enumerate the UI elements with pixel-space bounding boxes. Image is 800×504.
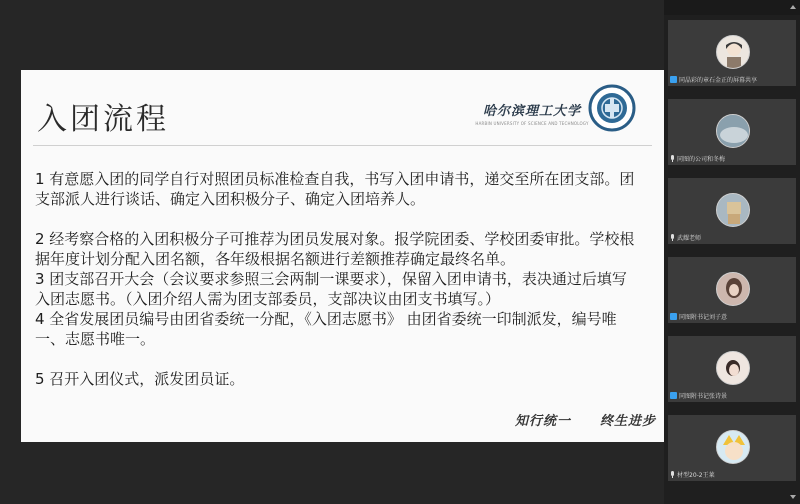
avatar (716, 272, 750, 306)
school-english-name: HARBIN UNIVERSITY OF SCIENCE AND TECHNOLOGY (475, 121, 589, 126)
step-5-text: 5 召开入团仪式，派发团员证。 (35, 370, 245, 388)
avatar (716, 430, 750, 464)
participant-label (670, 232, 794, 243)
avatar (716, 35, 750, 69)
participant-name: 同晶彩的章石金正的屏幕共享 (679, 77, 758, 84)
participant-name: 同图的公司和冬梅 (677, 156, 726, 163)
school-seal-icon (588, 84, 636, 132)
mic-icon (670, 155, 675, 162)
participant-type-icon (670, 313, 677, 320)
avatar (716, 193, 750, 227)
slide-body (35, 169, 641, 389)
mic-icon (670, 471, 675, 478)
screen-share-icon (670, 76, 677, 83)
participant-name: 材型20-2王莱 (677, 472, 715, 479)
participant-tile[interactable] (668, 178, 796, 244)
participant-tile[interactable] (668, 257, 796, 323)
participant-label (670, 74, 794, 85)
participant-label (670, 153, 794, 164)
motto-left: 知行统一 (515, 414, 572, 429)
participant-type-icon (670, 392, 677, 399)
avatar (716, 114, 750, 148)
title-divider (33, 145, 652, 146)
panel-top-bar (664, 0, 800, 15)
participant-name: 同图附书记张诗景 (679, 393, 728, 400)
scroll-down-icon[interactable] (789, 493, 797, 501)
step-4-text: 4 全省发展团员编号由团省委统一分配，《入团志愿书》 由团省委统一印制派发，编号唯一、志愿书唯一。 (35, 310, 617, 348)
presentation-slide (21, 70, 664, 442)
participant-panel[interactable] (664, 0, 800, 504)
participant-name: 同图附书记刘子意 (679, 314, 728, 321)
step-1-text: 1 有意愿入团的同学自行对照团员标准检查自我，书写入团申请书，递交至所在团支部。团支部派人进行谈话、确定入团积极分子、确定入团培养人。 (35, 170, 635, 208)
school-logo-text (472, 100, 592, 126)
participant-label (670, 311, 794, 322)
participant-tile[interactable] (668, 415, 796, 481)
participant-tile[interactable] (668, 336, 796, 402)
participant-label (670, 469, 794, 480)
step-2-text: 2 经考察合格的入团积极分子可推荐为团员发展对象。报学院团委、学校团委审批。学校根据年度计划分配入团名额，各年级根据名额进行差额推荐确定最终名单。 (35, 230, 635, 268)
participant-tile[interactable] (668, 20, 796, 86)
avatar (716, 351, 750, 385)
scroll-up-icon[interactable] (789, 3, 797, 11)
step-3-text: 3 团支部召开大会（会议要求参照三会两制一课要求），保留入团申请书，表决通过后填写入团志愿书。（入团介绍人需为团支部委员，支部决议由团支书填写。） (35, 270, 627, 308)
participant-tile[interactable] (668, 99, 796, 165)
motto-right: 终生进步 (600, 414, 657, 429)
participant-name: 武耀老师 (677, 235, 702, 242)
slide-title: 入团流程 (37, 102, 169, 137)
mic-icon (670, 234, 675, 241)
school-name: 哈尔滨理工大学 (482, 104, 581, 119)
participant-label (670, 390, 794, 401)
